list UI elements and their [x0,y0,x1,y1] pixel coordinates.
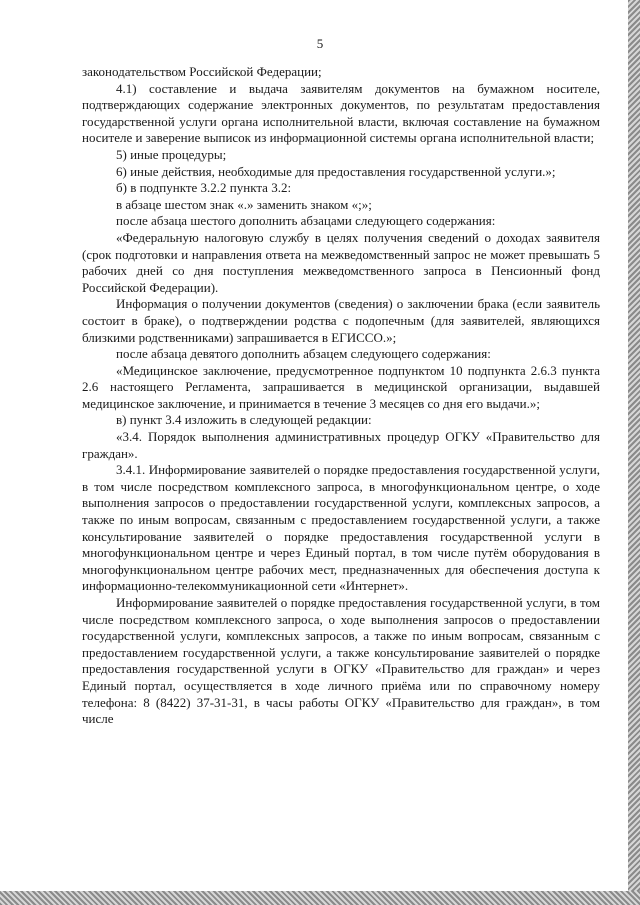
paragraph-4: 6) иные действия, необходимые для предоставления государственной услуги.»; [116,163,556,179]
paragraph-2: 4.1) составление и выдача заявителям документов на бумажном носителе, подтверждающих содержание электронных документов, по результатам предоставления государственной услуги органа исполнительной власти, включая составление на бумажном носителе и заверение выписок из информационной системы органа исполнительной власти; [82,80,600,146]
page-number: 5 [316,36,324,51]
scan-edge-right [628,0,640,905]
paragraph-7: после абзаца шестого дополнить абзацами следующего содержания: [116,213,496,229]
paragraph-13: «3.4. Порядок выполнения административных процедур ОГКУ «Правительство для граждан». [82,429,600,461]
paragraph-14: 3.4.1. Информирование заявителей о порядке предоставления государственной услуги, в том числе посредством комплексного запроса, в многофункциональном центре, о ходе выполнения запросов о предоставлении государственной услуги, комплексных запросов, а также по иным вопросам, связанным с предоставлением государственной услуги, а также консультирование заявителей о порядке предоставления государственной услуги в многофункциональном центре и через Единый портал, в том числе путём оборудования в многофункциональном центре рабочих мест, предназначенных для обеспечения доступа к информационно-телекоммуникационной сети «Интернет». [82,462,600,594]
paragraph-5: б) в подпункте 3.2.2 пункта 3.2: [116,180,292,196]
paragraph-8: «Федеральную налоговую службу в целях получения сведений о доходах заявителя (срок подготовки и направления ответа на межведомственный запрос не может превышать 5 рабочих дней со дня поступления межведомственного запроса в Пенсионный фонд Российской Федерации). [82,229,600,295]
paragraph-1: законодательством Российской Федерации; [82,64,322,79]
paragraph-10: после абзаца девятого дополнить абзацем следующего содержания: [116,346,491,362]
paragraph-3: 5) иные процедуры; [116,146,227,162]
paragraph-6: в абзаце шестом знак «.» заменить знаком «;»; [116,196,372,212]
scan-edge-bottom [0,891,640,905]
document-body [82,64,600,728]
paragraph-9: Информация о получении документов (сведения) о заключении брака (если заявитель состоит в браке), о подтверждении родства с подопечным (для заявителей, являющихся близкими родственниками) запрашивается в ЕГИССО.»; [82,296,600,345]
paragraph-11: «Медицинское заключение, предусмотренное подпунктом 10 подпункта 2.6.3 пункта 2.6 настоящего Регламента, запрашивается в медицинской организации, выдавшей медицинское заключение, и принимается в течение 3 месяцев со дня его выдачи.»; [82,362,600,411]
paragraph-12: в) пункт 3.4 изложить в следующей редакции: [116,412,372,428]
paragraph-15: Информирование заявителей о порядке предоставления государственной услуги, в том числе посредством комплексного запроса, о ходе выполнения запросов о предоставлении государственной услуги, комплексных запросов, а также по иным вопросам, связанным с предоставлением государственной услуги, а также консультирование заявителей о порядке предоставления государственной услуги в ОГКУ «Правительство для граждан» и через Единый портал, осуществляется в ходе личного приёма или по справочному номеру телефона: 8 (8422) 37-31-31, в часы работы ОГКУ «Правительство для граждан», в том числе [82,595,600,727]
